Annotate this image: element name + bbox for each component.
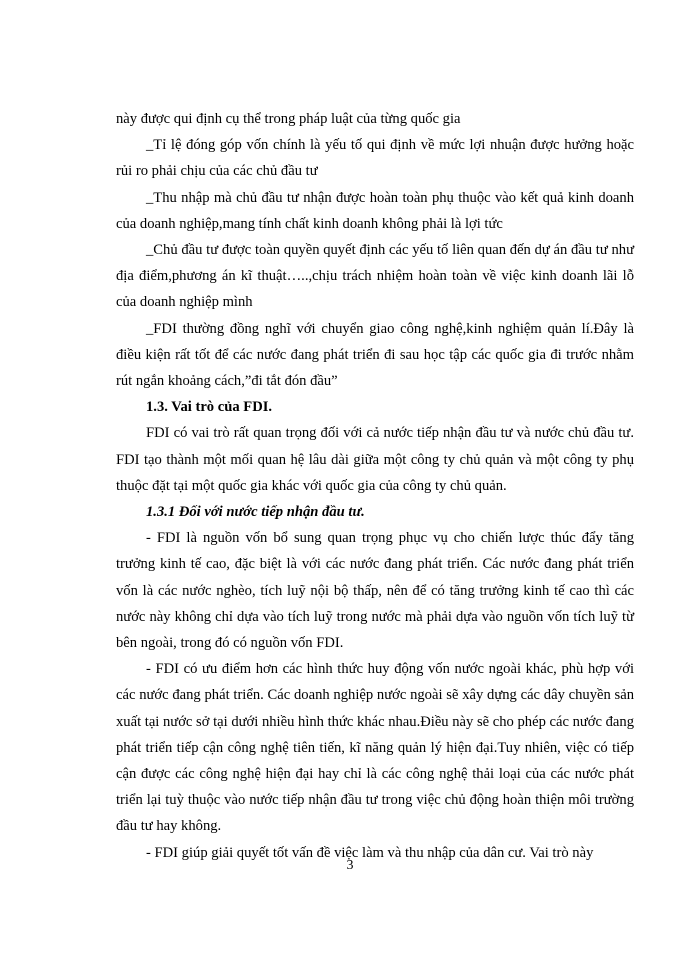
paragraph-technology-transfer: _FDI thường đồng nghĩ với chuyển giao công nghệ,kinh nghiệm quản lí.Đây là điều kiện rất tốt để các nước đang phát triển đi sau học tập các quốc gia đi trước nhằm rút ngắn khoảng cách,”đi tắt đón đầu”	[116, 320, 634, 390]
paragraph-investor-income: _Thu nhập mà chủ đầu tư nhận được hoàn toàn phụ thuộc vào kết quả kinh doanh của doanh nghiệp,mang tính chất kinh doanh không phải là lợi tức	[116, 189, 634, 232]
paragraph-fdi-advantages: - FDI có ưu điểm hơn các hình thức huy động vốn nước ngoài khác, phù hợp với các nước đang phát triển. Các doanh nghiệp nước ngoài sẽ xây dựng các dây chuyền sản xuất tại nước sở tại dưới nhiều hình thức khác nhau.Điều này sẽ cho phép các nước đang phát triển tiếp cận công nghệ tiên tiến, kĩ năng quản lý hiện đại.Tuy nhiên, việc có tiếp cận được các công nghệ hiện đại hay chỉ là các công nghệ thải loại của các nước phát triển lại tuỳ thuộc vào nước tiếp nhận đầu tư trong việc chủ động hoàn thiện môi trường đầu tư hay không.	[116, 661, 635, 835]
page-content	[116, 106, 634, 866]
paragraph-continuation: này được qui định cụ thể trong pháp luật của từng quốc gia	[116, 111, 461, 127]
paragraph-capital-source: - FDI là nguồn vốn bổ sung quan trọng phục vụ cho chiến lược thúc đẩy tăng trưởng kinh tế cao, đặc biệt là với các nước đang phát triển. Các nước đang phát triển vốn là các nước nghèo, tích luỹ nội bộ thấp, nên để có tăng trưởng kinh tế cao thì các nước này không chỉ dựa vào tích luỹ trong nước mà phải dựa vào nguồn vốn tích luỹ từ bên ngoài, trong đó có nguồn vốn FDI.	[116, 530, 634, 652]
page-number: 3	[346, 858, 354, 873]
section-heading-fdi-role: 1.3. Vai trò của FDI.	[146, 399, 273, 416]
subsection-heading-host-country: 1.3.1 Đối với nước tiếp nhận đầu tư.	[146, 504, 365, 521]
paragraph-fdi-role-intro: FDI có vai trò rất quan trọng đối với cả nước tiếp nhận đầu tư và nước chủ đầu tư. FDI tạo thành một mối quan hệ lâu dài giữa một công ty chủ quản và một công ty phụ thuộc đặt tại một quốc gia khác với quốc gia của công ty chủ quản.	[116, 425, 634, 494]
paragraph-capital-ratio: _Tỉ lệ đóng góp vốn chính là yếu tố qui định về mức lợi nhuận được hưởng hoặc rủi ro phải chịu của các chủ đầu tư	[116, 137, 634, 180]
paragraph-investor-control: _Chủ đầu tư được toàn quyền quyết định các yếu tố liên quan đến dự án đầu tư như địa điểm,phương án kĩ thuật…..,chịu trách nhiệm hoàn toàn về việc kinh doanh lãi lỗ của doanh nghiệp mình	[116, 242, 634, 311]
paragraph-employment: - FDI giúp giải quyết tốt vấn đề việc làm và thu nhập của dân cư. Vai trò này	[146, 844, 594, 861]
